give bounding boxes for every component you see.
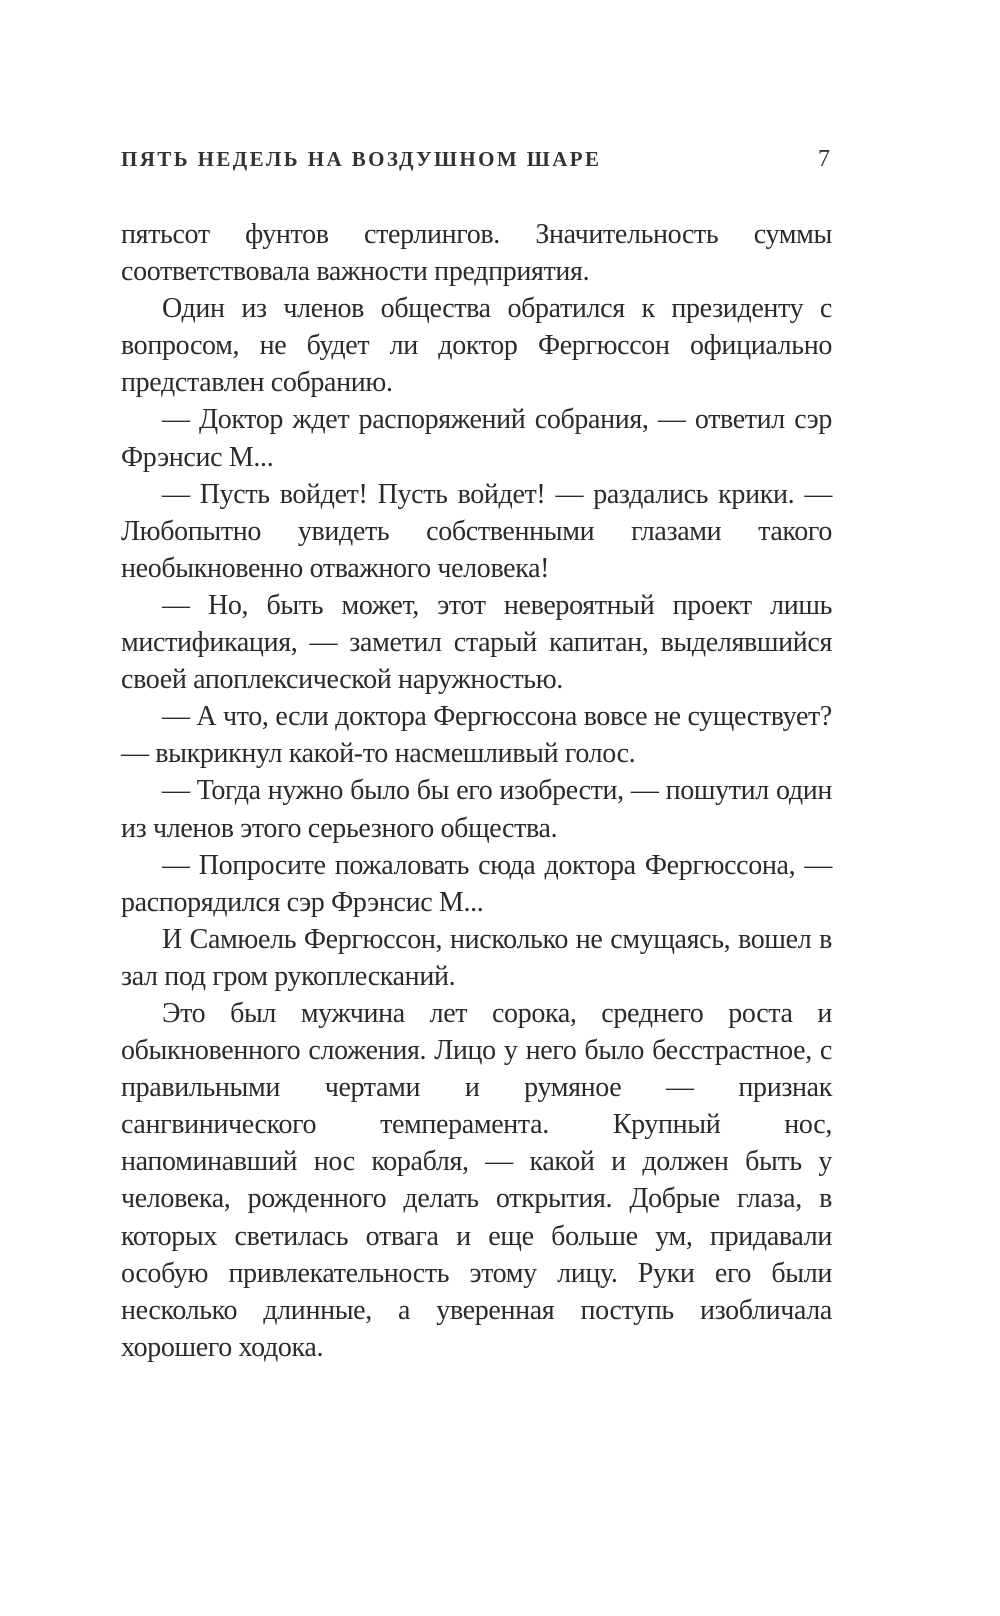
page-number: 7	[818, 146, 830, 172]
body-text	[121, 216, 832, 1366]
running-title: ПЯТЬ НЕДЕЛЬ НА ВОЗДУШНОМ ШАРЕ	[121, 147, 602, 171]
paragraph-dialogue: — Пусть войдет! Пусть войдет! — раздались крики. — Любопытно увидеть собственными глазами такого необыкновенно отважного человека!	[121, 478, 832, 584]
paragraph-dialogue: — Попросите пожаловать сюда доктора Фергюссона, — распорядился сэр Фрэнсис М...	[121, 849, 832, 918]
paragraph: И Самюель Фергюссон, нисколько не смущаясь, вошел в зал под гром рукоплесканий.	[121, 923, 832, 992]
paragraph-dialogue: — Тогда нужно было бы его изобрести, — пошутил один из членов этого серьезного общества.	[121, 775, 832, 844]
paragraph: Это был мужчина лет сорока, среднего роста и обыкновенного сложения. Лицо у него было бесстрастное, с правильными чертами и румяное — признак сангвинического темперамента. Крупный нос, напоминавший нос корабля, — какой и должен быть у человека, рожденного делать открытия. Добрые глаза, в которых светилась отвага и еще больше ум, придавали особую привлекательность этому лицу. Руки его были несколько длинные, а уверенная поступь изобличала хорошего ходока.	[121, 997, 832, 1363]
paragraph-dialogue: — Но, быть может, этот невероятный проект лишь мистификация, — заметил старый капитан, выделявшийся своей апоплексической наружностью.	[121, 589, 832, 696]
paragraph-continuation: пятьсот фунтов стерлингов. Значительность суммы соответствовала важности предприятия.	[121, 219, 832, 288]
paragraph-dialogue: — Доктор ждет распоряжений собрания, — ответил сэр Фрэнсис М...	[121, 404, 832, 473]
running-header	[121, 146, 830, 178]
paragraph-dialogue: — А что, если доктора Фергюссона вовсе не существует? — выкрикнул какой-то насмешливый голос.	[121, 701, 832, 770]
paragraph: Один из членов общества обратился к президенту с вопросом, не будет ли доктор Фергюссон официально представлен собранию.	[121, 293, 832, 399]
